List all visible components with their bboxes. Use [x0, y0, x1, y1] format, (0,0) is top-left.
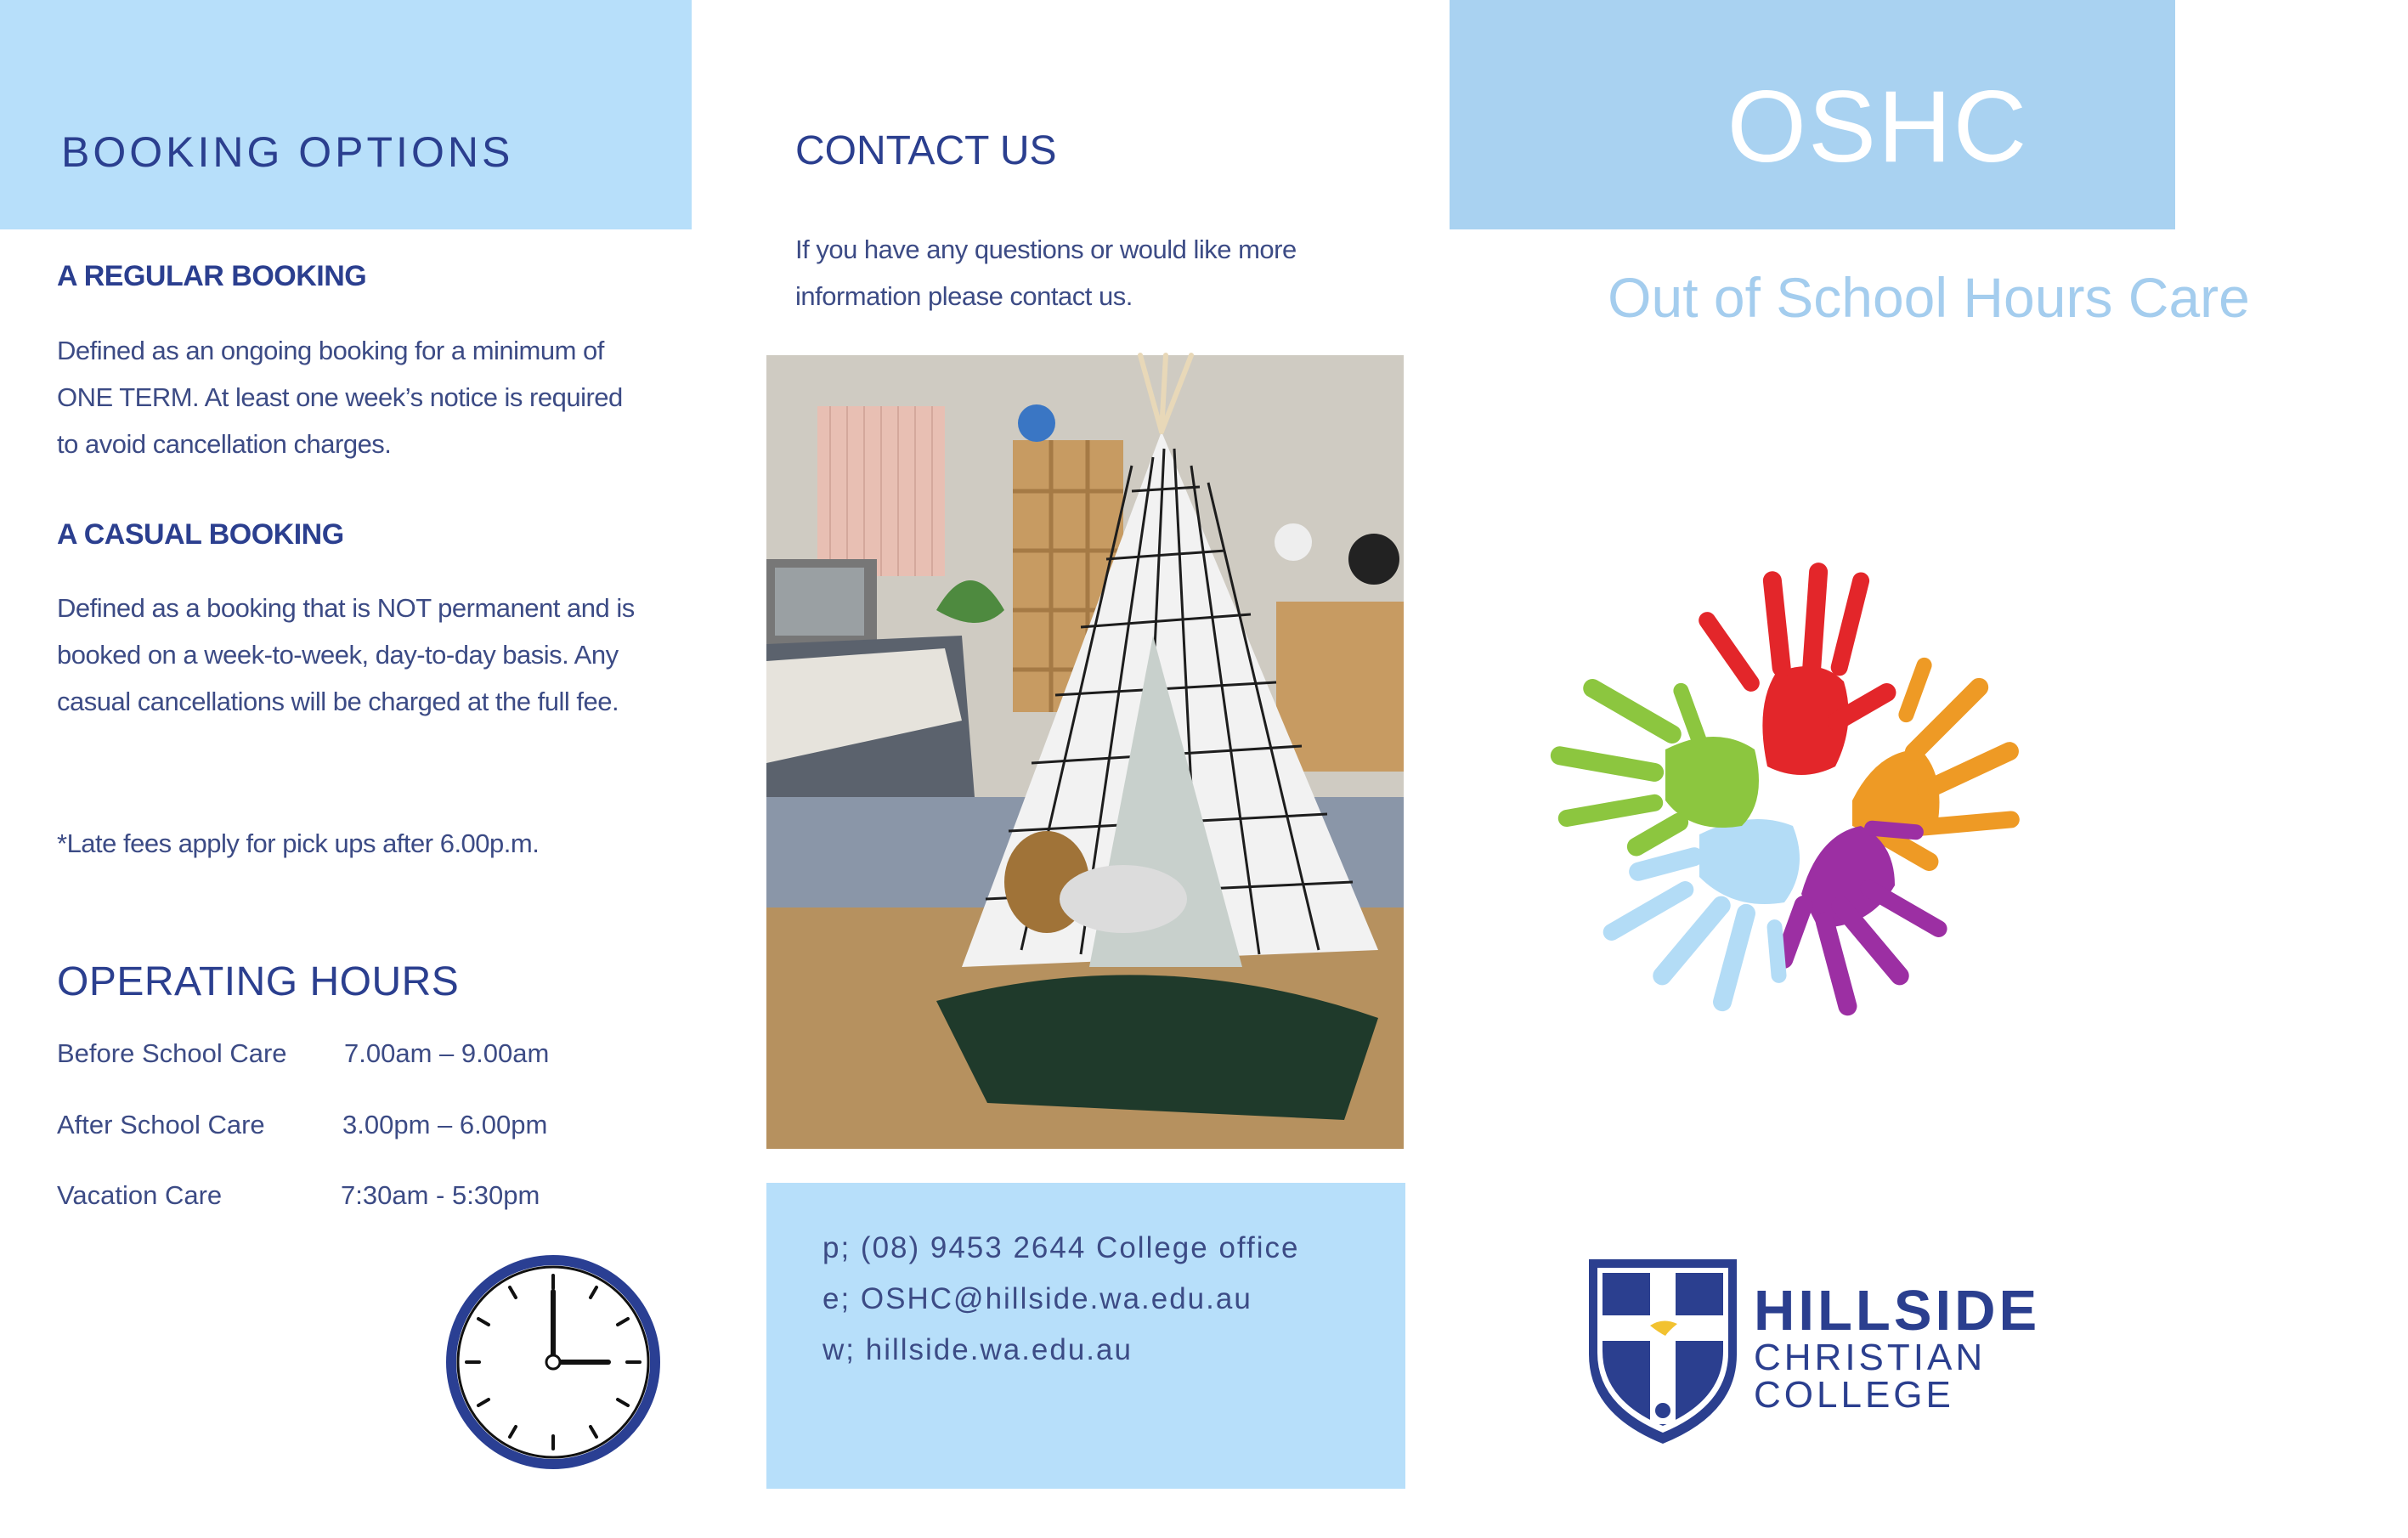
contact-intro-text: If you have any questions or would like more information please contact us.: [795, 235, 1297, 311]
logo-christian-word: CHRISTIAN: [1754, 1337, 1987, 1378]
contact-us-title: CONTACT US: [795, 128, 1057, 173]
cover-subtitle: Out of School Hours Care: [1608, 266, 2250, 329]
casual-booking-text: Defined as a booking that is NOT permanent and is booked on a week-to-week, day-to-day basis. Any casual cancellations will be charged at the full fee.: [57, 593, 635, 716]
hours-time: 7:30am - 5:30pm: [341, 1180, 540, 1210]
logo-hillside-word: HILLSIDE: [1754, 1279, 2041, 1343]
casual-booking-heading: A CASUAL BOOKING: [57, 518, 344, 551]
hours-time: 7.00am – 9.00am: [344, 1038, 550, 1068]
operating-hours-title: OPERATING HOURS: [57, 959, 460, 1004]
teepee-photo: [766, 355, 1404, 1149]
hours-time: 3.00pm – 6.00pm: [342, 1110, 548, 1139]
booking-options-title: BOOKING OPTIONS: [61, 128, 514, 176]
hours-row-vacation: [57, 1180, 584, 1223]
handprints-logo: [1572, 554, 2048, 1013]
late-fee-note: *Late fees apply for pick ups after 6.00p.m.: [57, 828, 540, 858]
contact-website[interactable]: w; hillside.wa.edu.au: [822, 1333, 1133, 1366]
regular-booking-text: Defined as an ongoing booking for a minimum of ONE TERM. At least one week’s notice is required to avoid cancellation charges.: [57, 336, 623, 459]
hours-label: Before School Care: [57, 1038, 287, 1068]
hours-row-before-school: [57, 1038, 584, 1081]
hours-label: Vacation Care: [57, 1180, 223, 1210]
contact-email[interactable]: e; OSHC@hillside.wa.edu.au: [822, 1282, 1252, 1315]
hours-row-after-school: [57, 1110, 584, 1152]
booking-header-band: [0, 0, 692, 229]
oshc-title: OSHC: [1727, 70, 2029, 184]
school-crest-icon: [1582, 1252, 1744, 1448]
regular-booking-heading: A REGULAR BOOKING: [57, 260, 367, 292]
hours-label: After School Care: [57, 1110, 265, 1139]
logo-college-word: COLLEGE: [1754, 1374, 1954, 1416]
contact-phone: p; (08) 9453 2644 College office: [822, 1231, 1300, 1264]
clock-icon: [445, 1254, 661, 1470]
